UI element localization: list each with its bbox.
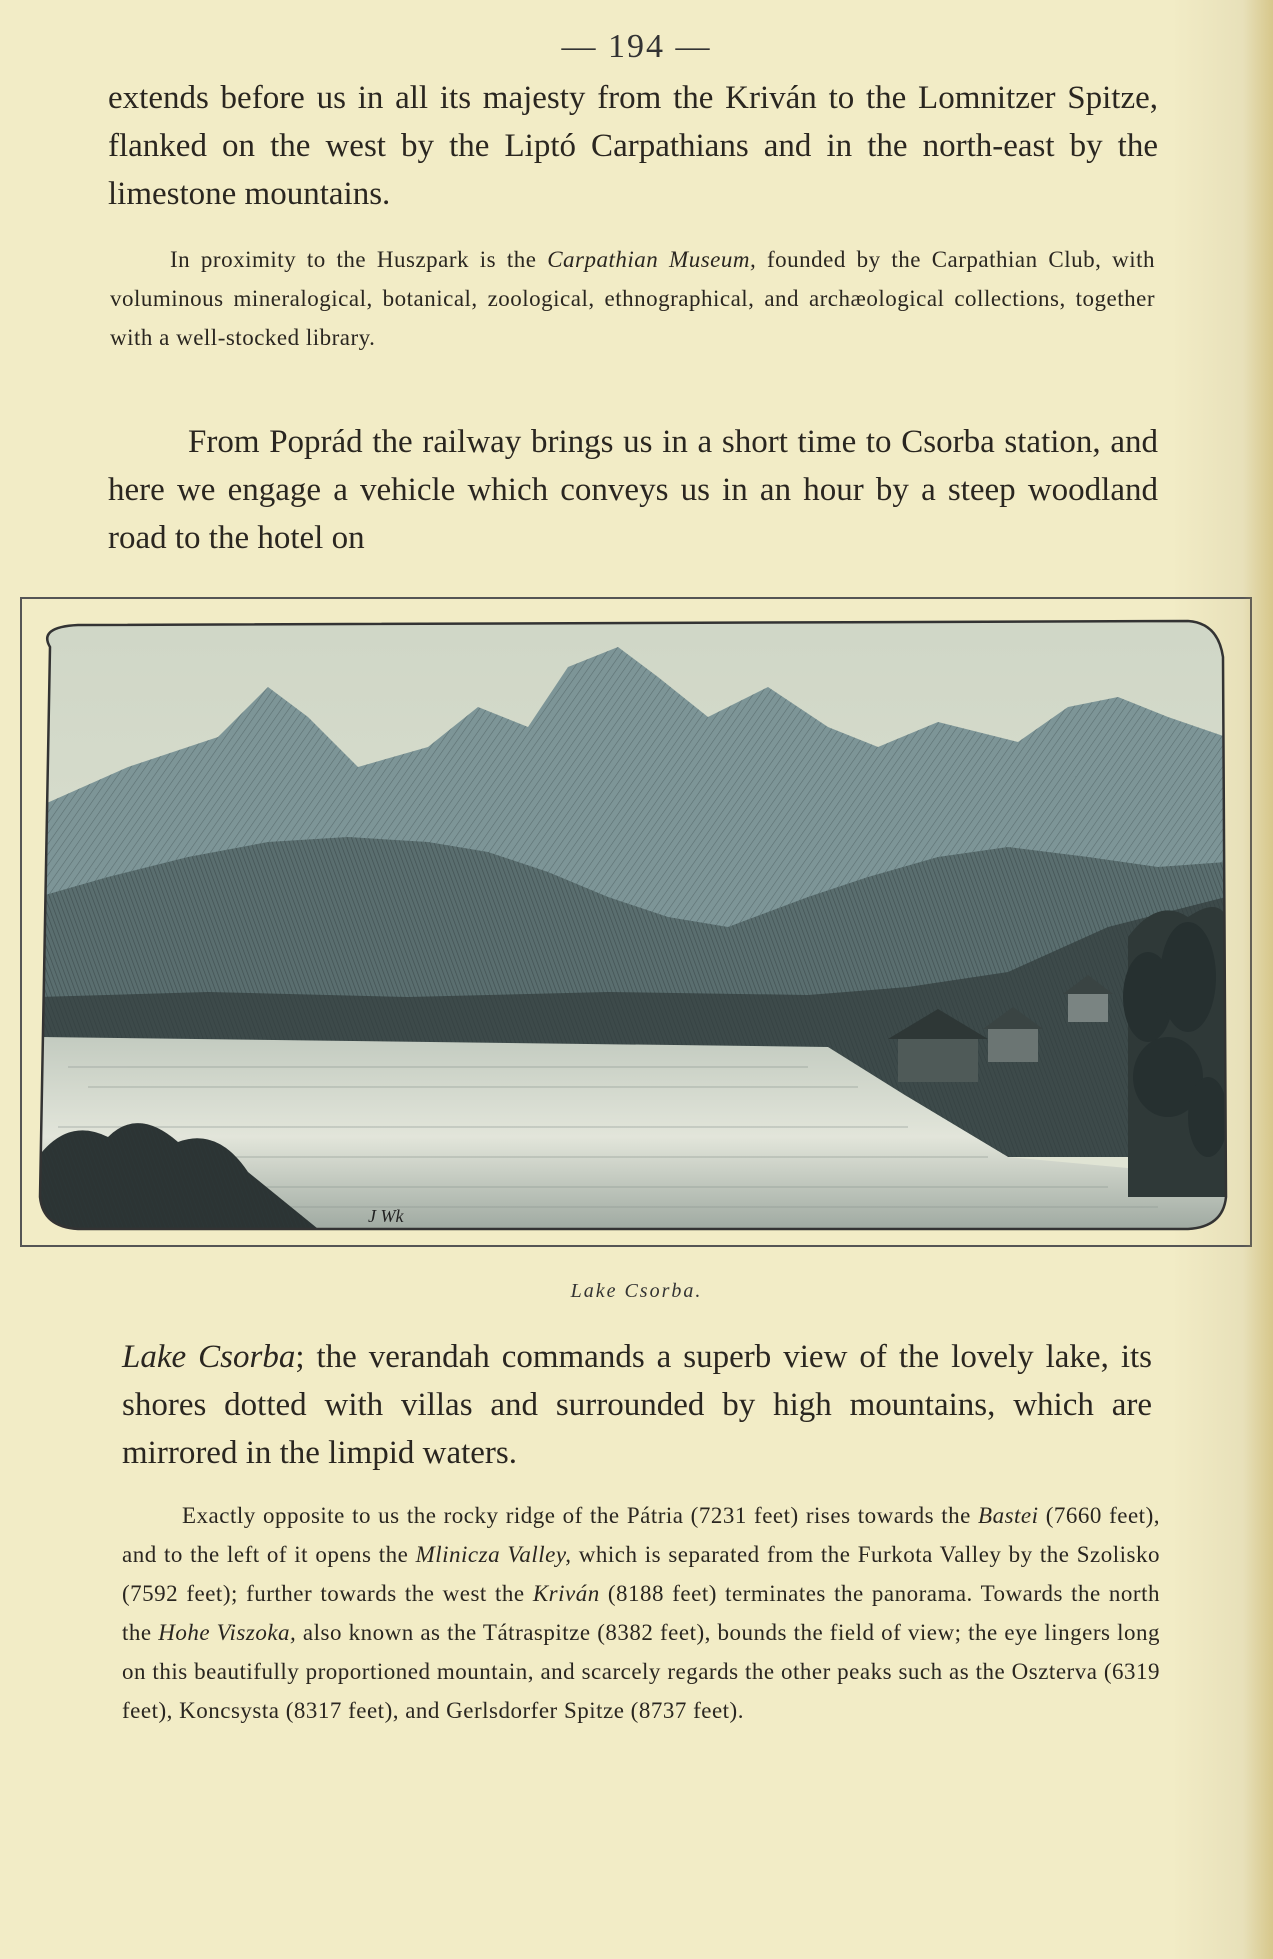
- bastei-name: Bastei: [978, 1503, 1039, 1528]
- panorama-text-5: also known as the Tátraspitze (8382 feet), bounds the field of view; the eye lingers long on this beautifully proportioned mountain, and scarcely regards the other peaks such as the Oszterva (6319 feet), Koncsysta (8317 feet), and Gerlsdorfer Spitze (8737 feet).: [122, 1620, 1160, 1723]
- paragraph-continuation: extends before us in all its majesty from the Kriván to the Lomnitzer Spitze, flanked on the west by the Liptó Carpathians and in the north-east by the limestone mountains.: [108, 80, 1158, 212]
- paragraph-poprad: From Poprád the railway brings us in a short time to Csorba station, and here we engage a vehicle which conveys us in an hour by a steep woodland road to the hotel on: [108, 424, 1158, 556]
- engraving-illustration: [8, 597, 1246, 1247]
- krivan-name: Kriván: [532, 1581, 600, 1606]
- paragraph-lake-text: ; the verandah commands a superb view of the lovely lake, its shores dotted with villas and surrounded by high mountains, which are mirrored in the limpid waters.: [122, 1339, 1152, 1471]
- paragraph-lake: [122, 1333, 1152, 1477]
- panorama-text-1: Exactly opposite to us the rocky ridge of the Pátria (7231 feet) rises towards the: [182, 1503, 979, 1528]
- page-number: — 194 —: [561, 28, 712, 65]
- figure-caption: Lake Csorba.: [570, 1280, 703, 1302]
- lake-csorba-name: Lake Csorba: [122, 1339, 296, 1375]
- engraver-signature: J Wk: [368, 1206, 404, 1226]
- paragraph-panorama: [122, 1496, 1160, 1730]
- page-edge-stain: [1243, 0, 1273, 1959]
- mlinicza-valley-name: Mlinicza Valley,: [415, 1542, 572, 1567]
- hohe-viszoka-name: Hohe Viszoka,: [158, 1620, 297, 1645]
- paragraph-museum: [110, 240, 1155, 357]
- lake-csorba-engraving: [8, 597, 1246, 1247]
- paragraph-museum-text-1: In proximity to the Huszpark is the: [170, 247, 548, 272]
- paragraph-museum-text-2: founded by the Carpathian Club, with voluminous mineralogical, botanical, zoological, ethnographical, and archæological collections, together with a well-stocked library.: [110, 247, 1155, 350]
- panorama-text-4: (8188 feet) terminates the panorama. Towards the north the: [122, 1581, 1160, 1645]
- panorama-text-3: which is separated from the Furkota Valley by the Szolisko (7592 feet); further towards the west the: [122, 1542, 1161, 1606]
- panorama-text-2: (7660 feet), and to the left of it opens the: [122, 1503, 1160, 1567]
- carpathian-museum-name: Carpathian Museum,: [547, 247, 757, 272]
